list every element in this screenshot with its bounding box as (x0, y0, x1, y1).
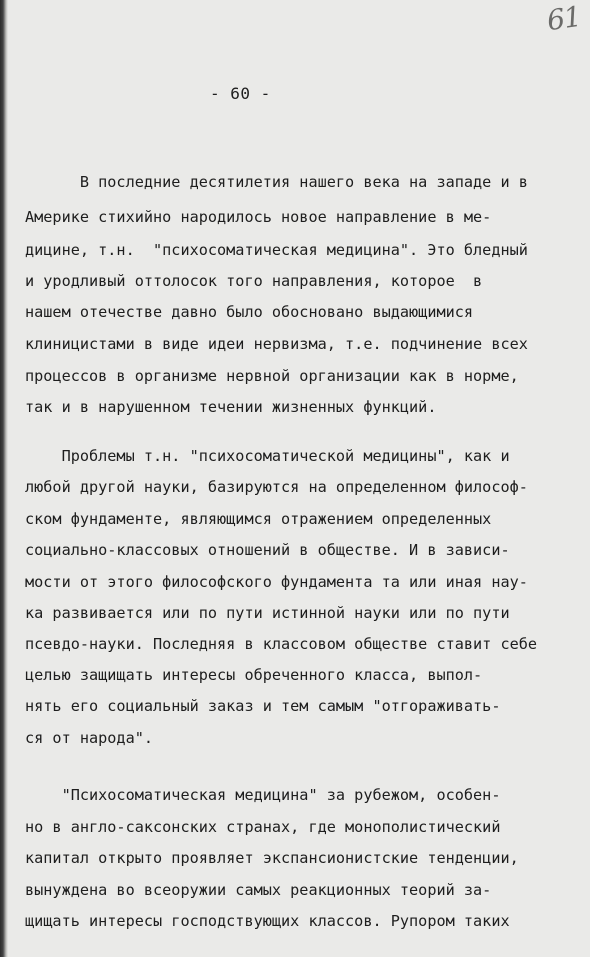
text-line: любой другой науки, базируются на определенном философ- (25, 478, 528, 496)
text-line: и уродливый оттолосок того направления, которое в (25, 272, 483, 290)
text-line: социально-классовых отношений в обществе. И в зависи- (25, 541, 510, 559)
text-line: ском фундаменте, являющимся отражением определенных (25, 510, 492, 528)
text-line: Проблемы т.н. "психосоматической медицины", как и (25, 447, 510, 465)
text-line: но в англо-саксонских странах, где монополистический (25, 818, 501, 836)
scan-edge-shadow (0, 0, 8, 957)
text-line: нять его социальный заказ и тем самым "отгораживать- (25, 697, 501, 715)
text-line: псевдо-науки. Последняя в классовом обществе ставит себе (25, 635, 538, 653)
text-line: "Психосоматическая медицина" за рубежом, особен- (25, 786, 501, 804)
text-line: вынуждена во всеоружии самых реакционных теорий за- (25, 881, 492, 899)
archive-page-number: 61 (544, 0, 583, 38)
text-line: дицине, т.н. "психосоматическая медицина". Это бледный (25, 241, 528, 259)
text-line: щищать интересы господствующих классов. Рупором таких (25, 912, 510, 930)
text-line: мости от этого философского фундамента та или иная нау- (25, 573, 528, 591)
text-line: ка развивается или по пути истинной науки или по пути (25, 604, 510, 622)
text-line: так и в нарушенном течении жизненных функций. (25, 398, 437, 416)
text-line: Америке стихийно народилось новое направление в ме- (25, 208, 492, 226)
text-line: нашем отечестве давно было обосновано выдающимися (25, 303, 474, 321)
text-line: ся от народа". (25, 729, 154, 747)
text-line: целью защищать интересы обреченного класса, выпол- (25, 666, 483, 684)
page-number: - 60 - (210, 84, 271, 103)
text-line: капитал открыто проявляет экспансионистские тенденции, (25, 849, 519, 867)
text-line: клиницистами в виде идеи нервизма, т.е. подчинение всех (25, 335, 528, 353)
text-line: В последние десятилетия нашего века на западе и в (25, 173, 528, 191)
text-line: процессов в организме нервной организации как в норме, (25, 367, 519, 385)
